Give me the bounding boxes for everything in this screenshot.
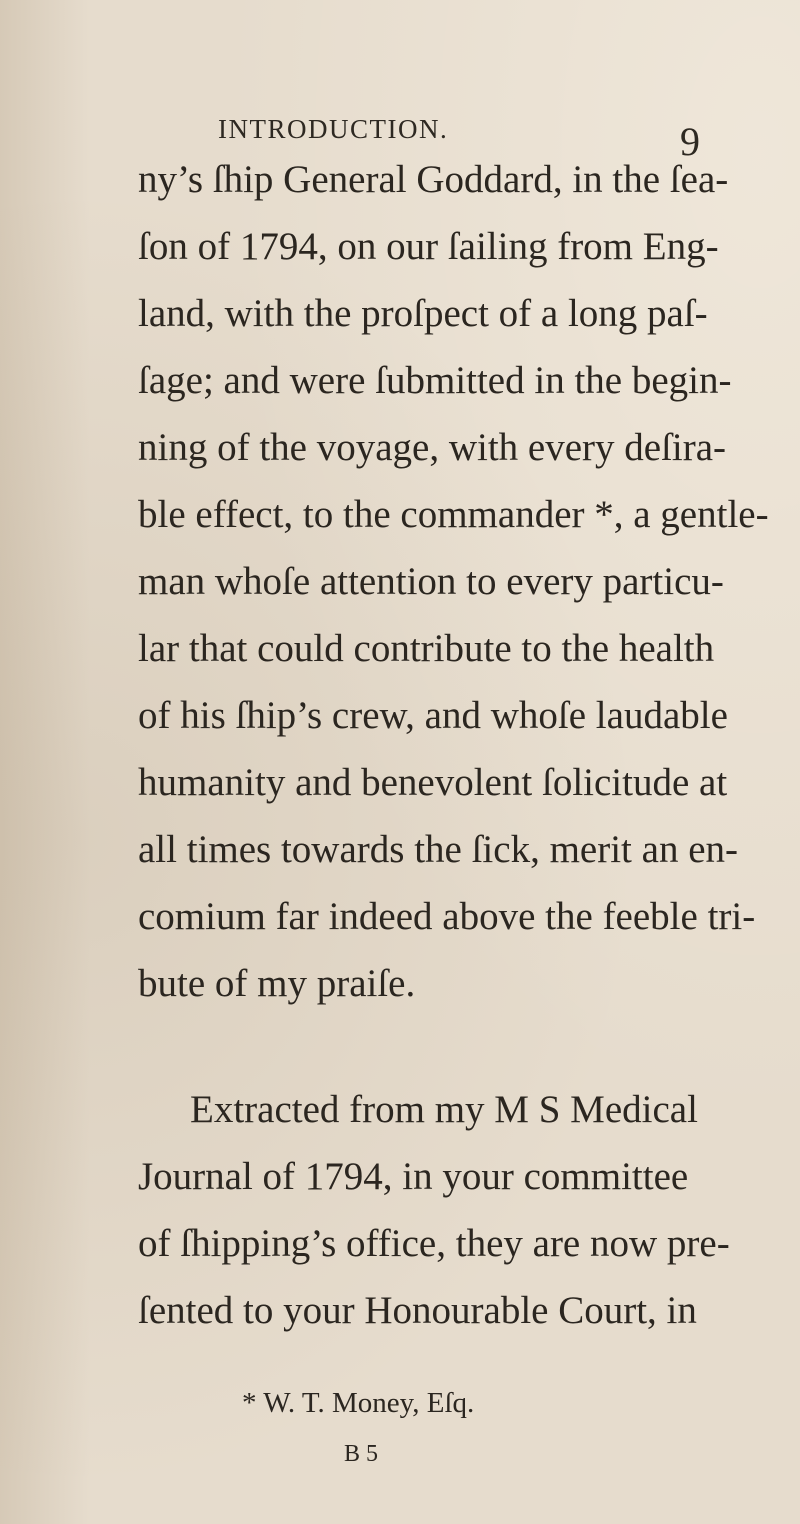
running-head: INTRODUCTION. xyxy=(218,114,449,144)
footnote: * W. T. Money, Eſq. xyxy=(242,1387,475,1419)
text-line: humanity and benevolent ſolicitude at xyxy=(138,761,728,804)
signature-mark: B 5 xyxy=(344,1441,379,1467)
text-line: bute of my praiſe. xyxy=(138,962,416,1005)
text-line: ble effect, to the commander *, a gentle- xyxy=(138,493,769,536)
text-line: ny’s ſhip General Goddard, in the ſea- xyxy=(138,158,729,201)
text-line: ning of the voyage, with every deſira- xyxy=(138,426,727,469)
text-line: land, with the proſpect of a long paſ- xyxy=(138,292,708,335)
text-line: of his ſhip’s crew, and whoſe laudable xyxy=(138,694,728,737)
page-number: 9 xyxy=(680,119,700,164)
text-line: ſage; and were ſubmitted in the begin- xyxy=(138,359,732,402)
text-line: all times towards the ſick, merit an en- xyxy=(138,828,738,871)
text-line: of ſhipping’s office, they are now pre- xyxy=(138,1222,730,1265)
text-line: Extracted from my M S Medical xyxy=(190,1088,698,1131)
text-line: comium far indeed above the feeble tri- xyxy=(138,895,756,938)
text-line: ſon of 1794, on our ſailing from Eng- xyxy=(138,225,719,268)
text-line: man whoſe attention to every particu- xyxy=(138,560,724,603)
text-line: Journal of 1794, in your committee xyxy=(138,1155,689,1198)
text-line: lar that could contribute to the health xyxy=(138,627,715,670)
text-line: ſented to your Honourable Court, in xyxy=(138,1289,697,1332)
